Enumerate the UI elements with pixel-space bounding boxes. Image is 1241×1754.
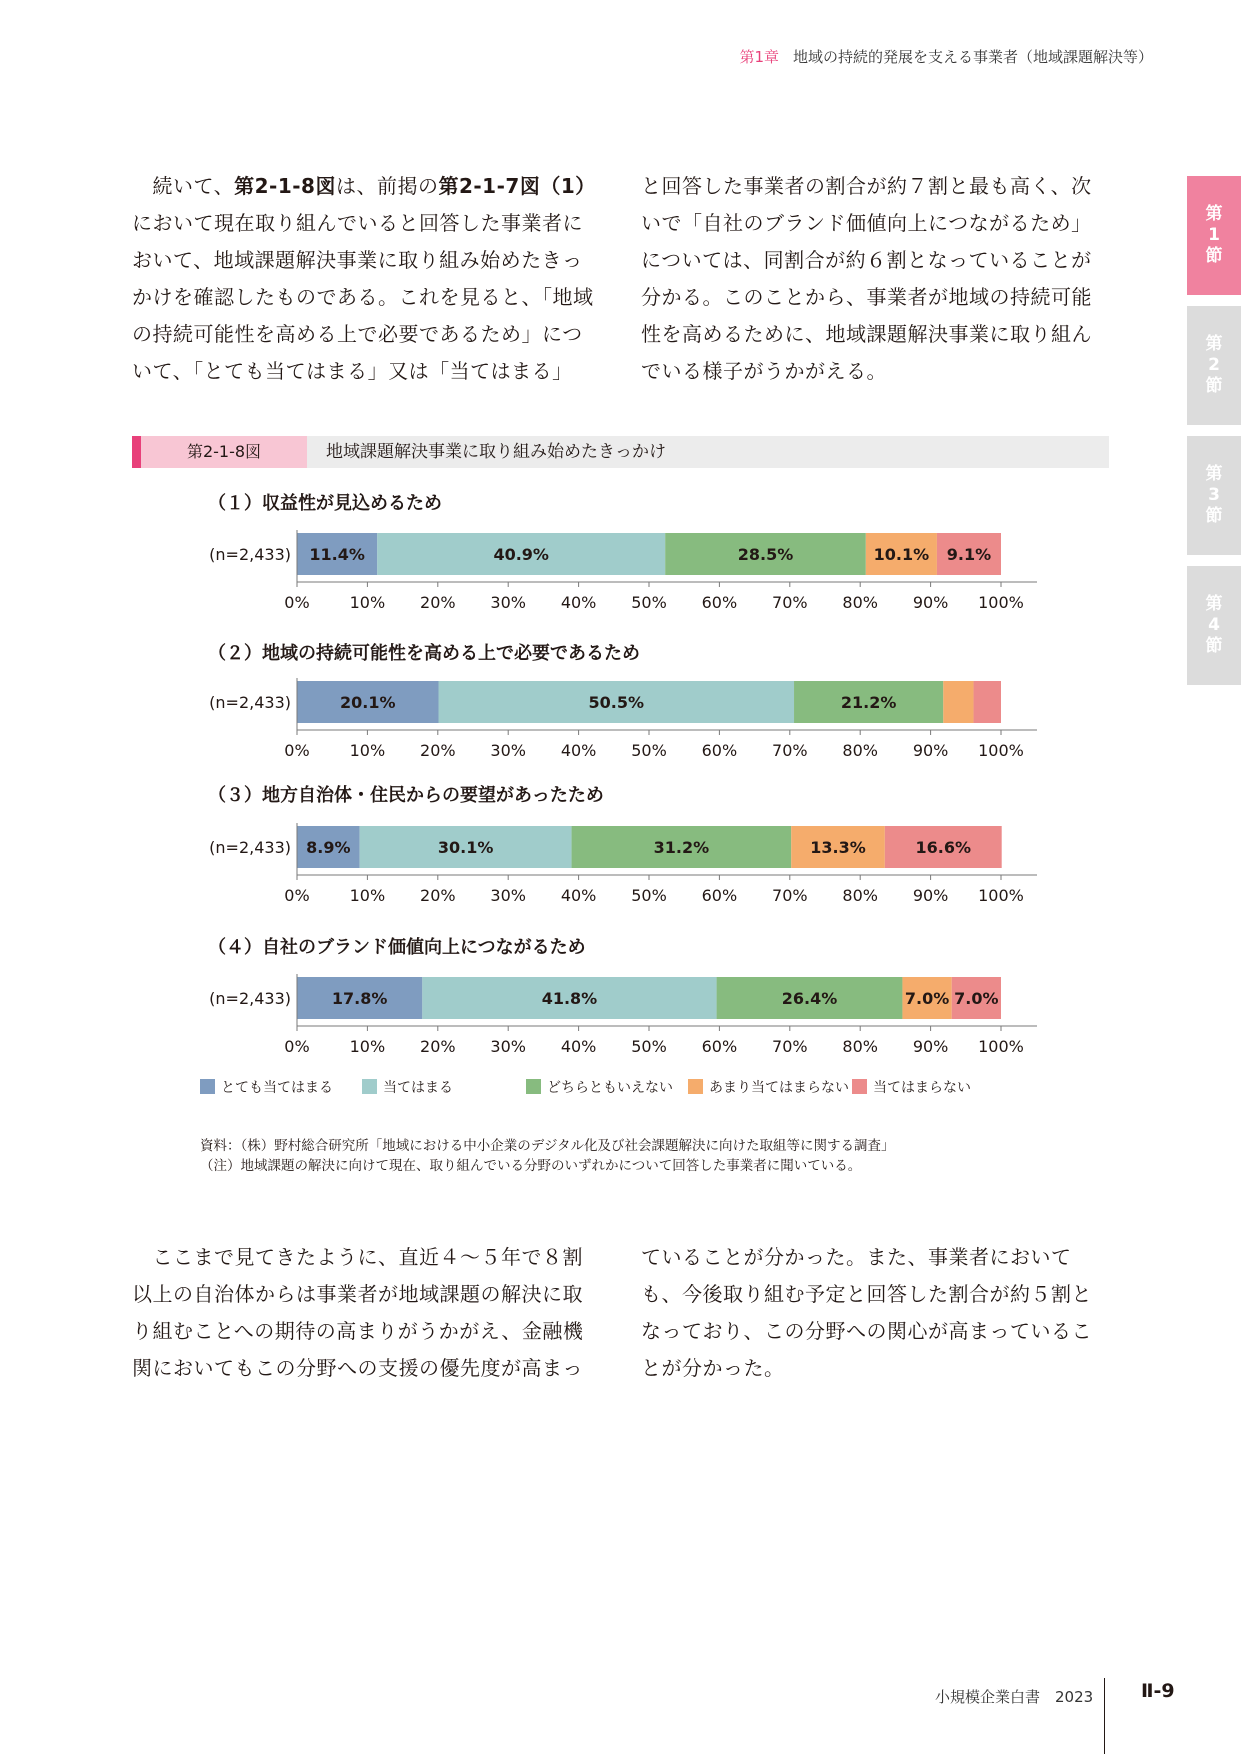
x-tick-label: 80% <box>842 1037 878 1056</box>
figure-source-notes <box>200 1136 894 1176</box>
data-label: 7.0% <box>954 989 999 1008</box>
x-tick-label: 20% <box>420 593 456 612</box>
page-number: Ⅱ-9 <box>1141 1680 1175 1702</box>
legend-label: どちらともいえない <box>547 1080 673 1096</box>
x-tick-label: 20% <box>420 741 456 760</box>
tab-label-char: 第 <box>1205 334 1223 354</box>
chart-title-3: （３）地方自治体・住民からの要望があったため <box>208 785 604 806</box>
tab-label-char: 節 <box>1205 246 1223 266</box>
paragraph: ここまで見てきたように、直近４～５年で８割以上の自治体からは事業者が地域課題の解決に取り組むことへの期待の高まりがうかがえ、金融機関においてもこの分野への支援の優先度が高まっ <box>132 1245 584 1380</box>
legend-item <box>200 1077 333 1097</box>
x-tick-label: 100% <box>978 886 1024 905</box>
x-tick-label: 70% <box>772 886 808 905</box>
x-tick-label: 60% <box>701 886 738 905</box>
tab-label-char: 4 <box>1208 615 1220 635</box>
x-tick-label: 40% <box>560 593 597 612</box>
tab-label-char: 節 <box>1205 506 1223 526</box>
category-label: (n=2,433) <box>209 989 291 1008</box>
chapter-number: 第1章 <box>739 48 779 66</box>
x-tick-label: 80% <box>842 886 878 905</box>
x-tick-label: 90% <box>912 741 949 760</box>
text-run: は、前掲の <box>335 174 439 198</box>
figure-title: 地域課題解決事業に取り組み始めたきっかけ <box>326 442 666 462</box>
chart-title-1: （１）収益性が見込めるため <box>208 493 442 514</box>
x-tick-label: 40% <box>560 1037 597 1056</box>
chapter-title: 地域の持続的発展を支える事業者（地域課題解決等） <box>792 48 1153 66</box>
x-tick-label: 0% <box>284 886 310 905</box>
legend-item <box>852 1077 971 1097</box>
legend-item <box>688 1077 849 1097</box>
x-tick-label: 10% <box>349 886 386 905</box>
figure-ref: 第2-1-7図（1） <box>438 174 596 198</box>
x-tick-label: 70% <box>772 1037 808 1056</box>
x-tick-label: 30% <box>490 1037 526 1056</box>
x-tick-label: 80% <box>842 593 878 612</box>
x-tick-label: 60% <box>701 741 738 760</box>
data-label: 9.1% <box>946 545 992 564</box>
text-run: において現在取り組んでいると回答した事業者において、地域課題解決事業に取り組み始めたきっかけを確認したものである。これを見ると、「地域の持続可能性を高める上で必要であるため」について、「とても当てはまる」又は「当てはまる」 <box>132 211 594 383</box>
data-label: 11.4% <box>309 545 365 564</box>
x-tick-label: 70% <box>772 593 808 612</box>
data-label: 28.5% <box>737 545 794 564</box>
x-tick-label: 40% <box>560 741 597 760</box>
data-label: 16.6% <box>915 838 972 857</box>
tab-label-char: 第 <box>1205 464 1223 484</box>
paragraph: ていることが分かった。また、事業者においても、今後取り組む予定と回答した割合が約５割となっており、この分野への関心が高まっていることが分かった。 <box>641 1245 1092 1380</box>
tab-label-char: 3 <box>1208 485 1220 505</box>
legend-label: とても当てはまる <box>221 1080 333 1096</box>
data-label: 26.4% <box>781 989 838 1008</box>
category-label: (n=2,433) <box>209 545 291 564</box>
data-label: 17.8% <box>331 989 388 1008</box>
data-label: 30.1% <box>437 838 494 857</box>
x-tick-label: 60% <box>701 593 738 612</box>
tab-label-char: 節 <box>1205 376 1223 396</box>
bar-segment <box>974 681 1001 723</box>
tab-label-char: 2 <box>1208 355 1220 375</box>
x-tick-label: 0% <box>284 741 310 760</box>
tab-label-char: 第 <box>1205 594 1223 614</box>
x-tick-label: 60% <box>701 1037 738 1056</box>
x-tick-label: 100% <box>978 1037 1024 1056</box>
legend-label: あまり当てはまらない <box>709 1080 849 1096</box>
data-label: 40.9% <box>493 545 549 564</box>
x-tick-label: 10% <box>349 593 386 612</box>
tab-label-char: 第 <box>1205 204 1223 224</box>
legend-swatch <box>200 1079 215 1094</box>
x-tick-label: 90% <box>912 886 949 905</box>
figure-number: 第2-1-8図 <box>141 436 307 468</box>
x-tick-label: 70% <box>772 741 808 760</box>
chart-title-2: （２）地域の持続可能性を高める上で必要であるため <box>208 643 640 664</box>
x-tick-label: 30% <box>490 886 526 905</box>
data-label: 21.2% <box>840 693 897 712</box>
x-tick-label: 20% <box>420 1037 456 1056</box>
footer-divider <box>1104 1678 1105 1754</box>
legend-swatch <box>362 1079 377 1094</box>
data-label: 7.0% <box>904 989 950 1008</box>
x-tick-label: 50% <box>631 886 667 905</box>
x-tick-label: 20% <box>420 886 456 905</box>
legend-label: 当てはまる <box>383 1080 453 1096</box>
legend-swatch <box>526 1079 541 1094</box>
x-tick-label: 100% <box>978 741 1024 760</box>
data-label: 20.1% <box>339 693 396 712</box>
source-line: 資料：（株）野村総合研究所「地域における中小企業のデジタル化及び社会課題解決に向けた取組等に関する調査」 <box>200 1138 895 1154</box>
x-tick-label: 30% <box>490 741 526 760</box>
body-text-bottom-left <box>132 1239 602 1387</box>
x-tick-label: 50% <box>631 593 667 612</box>
bar-segment <box>943 681 973 723</box>
footer-book-title: 小規模企業白書 2023 <box>935 1688 1094 1706</box>
x-tick-label: 0% <box>284 593 310 612</box>
legend-item <box>526 1077 673 1097</box>
note-line: （注）地域課題の解決に向けて現在、取り組んでいる分野のいずれかについて回答した事業者に聞いている。 <box>200 1158 862 1174</box>
legend-swatch <box>688 1079 703 1094</box>
legend-swatch <box>852 1079 867 1094</box>
data-label: 31.2% <box>653 838 710 857</box>
category-label: (n=2,433) <box>209 838 291 857</box>
data-label: 50.5% <box>588 693 645 712</box>
x-tick-label: 100% <box>978 593 1024 612</box>
x-tick-label: 0% <box>284 1037 310 1056</box>
body-text-bottom-right <box>641 1239 1111 1387</box>
legend-label: 当てはまらない <box>873 1080 971 1096</box>
data-label: 41.8% <box>541 989 598 1008</box>
x-tick-label: 50% <box>631 1037 667 1056</box>
x-tick-label: 10% <box>349 1037 386 1056</box>
x-tick-label: 80% <box>842 741 878 760</box>
text-run: 続いて、 <box>132 174 235 198</box>
data-label: 13.3% <box>810 838 866 857</box>
x-tick-label: 90% <box>912 1037 949 1056</box>
x-tick-label: 10% <box>349 741 386 760</box>
figure-ref: 第2-1-8図 <box>234 174 336 198</box>
tab-label-char: 1 <box>1208 225 1220 245</box>
x-tick-label: 40% <box>560 886 597 905</box>
paragraph: と回答した事業者の割合が約７割と最も高く、次いで「自社のブランド価値向上につながるため」については、同割合が約６割となっていることが分かる。このことから、事業者が地域の持続可能性を高めるために、地域課題解決事業に取り組んでいる様子がうかがえる。 <box>641 174 1092 383</box>
tab-label-char: 節 <box>1205 636 1223 656</box>
category-label: (n=2,433) <box>209 693 291 712</box>
data-label: 8.9% <box>306 838 351 857</box>
legend-item <box>362 1077 453 1097</box>
chart-title-4: （４）自社のブランド価値向上につながるため <box>208 937 586 958</box>
x-tick-label: 90% <box>912 593 949 612</box>
data-label: 10.1% <box>873 545 930 564</box>
x-tick-label: 50% <box>631 741 667 760</box>
x-tick-label: 30% <box>490 593 526 612</box>
